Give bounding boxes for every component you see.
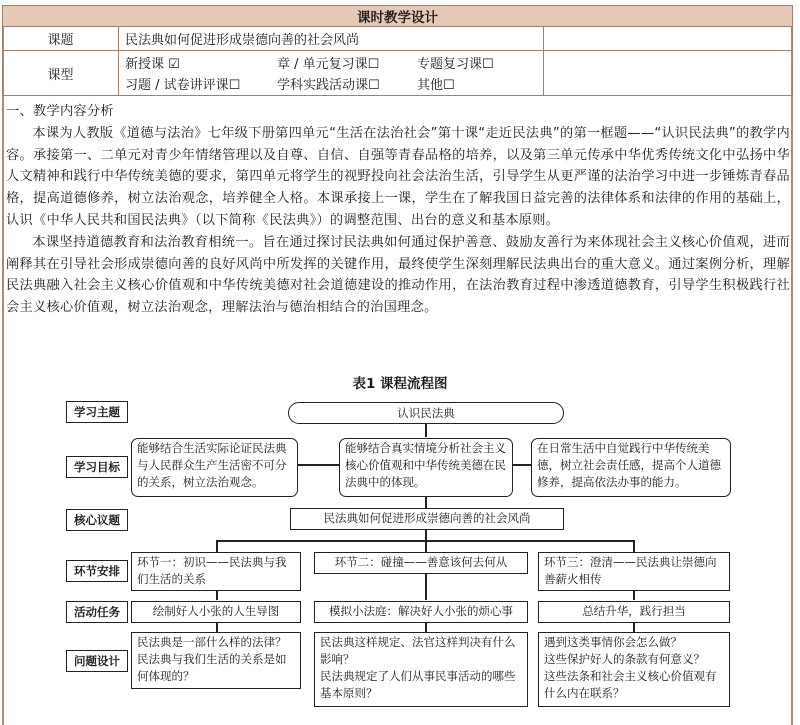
- checkbox-icon[interactable]: ☐: [482, 57, 494, 72]
- task-box: 绘制好人小张的人生导图: [131, 601, 301, 623]
- checkbox-icon[interactable]: ☐: [228, 78, 241, 93]
- section-heading: 一、教学内容分析: [6, 104, 114, 119]
- analysis-paragraph: 本课坚持道德教育和法治教育相统一。旨在通过探讨民法典如何通过保护善意、鼓励友善行为来体现社会主义核心价值观，进而阐释其在引导社会形成崇德向善的良好风尚中所发挥的关键作用，最终使学生深刻理解民法典出台的重大意义。通过案例分析，理解民法典融入社会主义核心价值观和中华传统美德对社会道德建设的推动作用，在法治教育过程中渗透道德教育，引导学生积极践行社会主义核心价值观，树立法治观念，理解法治与德治相结合的治国理念。: [6, 234, 790, 316]
- checkbox-icon[interactable]: ☐: [367, 57, 380, 72]
- checkbox-icon[interactable]: ☐: [443, 78, 455, 93]
- task-box: 模拟小法庭：解决好人小张的烦心事: [314, 601, 528, 623]
- connector-line: [216, 540, 218, 552]
- stage-box: 环节二：碰撞——善意该何去何从: [314, 552, 528, 574]
- connector-line: [512, 464, 532, 466]
- connector-line: [425, 540, 427, 552]
- lesson-meta-table: [2, 5, 793, 96]
- type-label: 课型: [3, 51, 119, 96]
- type-option-new[interactable]: 新授课 ☑: [125, 57, 180, 72]
- goal-box: 在日常生活中自觉践行中华传统美德，树立社会责任感，提高个人道德修养，提高依法办事的能力。: [531, 438, 731, 497]
- type-option-topic-review[interactable]: 专题复习课☐: [417, 57, 494, 72]
- type-option-unit-review[interactable]: 章 / 单元复习课☐: [277, 57, 380, 72]
- analysis-paragraph: 本课为人教版《道德与法治》七年级下册第四单元“生活在法治社会”第十课“走近民法典”的第一框题——“认识民法典”的教学内容。承接第一、二单元对青少年情绪管理以及自尊、自信、自强等青春品格的培养，以及第三单元传承中华优秀传统文化中弘扬中华人文精神和践行中华传统美德的要求，第四单元将学生的视野投向社会法治生活，引导学生从更严谨的法治学习中进一步锤炼青春品格，提高道德修养，树立法治观念，培养健全人格。本课承接上一课，学生在了解我国日益完善的法律体系和法律的作用的基础上，认识《中华人民共和国民法典》（以下简称《民法典》）的调整范围、出台的意义和基本原则。: [6, 125, 791, 228]
- question-box: 遇到这类事情你会怎么做？ 这些保护好人的条款有何意义？ 这些法条和社会主义核心价值观有什么内在联系？: [538, 632, 730, 707]
- core-issue-box: 民法典如何促进形成崇德向善的社会风尚: [290, 508, 564, 530]
- connector-line: [216, 622, 218, 632]
- connector-line: [425, 573, 427, 600]
- stage-box: 环节一：初识——民法典与我们生活的关系: [131, 552, 301, 591]
- question-box: 民法典是一部什么样的法律？ 民法典与我们生活的关系是如何体现的？: [131, 632, 301, 689]
- task-box: 总结升华，践行担当: [538, 601, 730, 623]
- type-option-practice[interactable]: 学科实践活动课☐: [277, 78, 380, 93]
- connector-line: [216, 590, 218, 600]
- connector-line: [633, 540, 635, 552]
- row-label-goals: 学习目标: [66, 456, 128, 478]
- empty-cell: [544, 27, 793, 51]
- row-label-questions: 问题设计: [66, 650, 128, 672]
- goal-box: 能够结合真实情境分析社会主义核心价值观和中华传统美德在民法典中的体现。: [339, 438, 513, 497]
- theme-box: 认识民法典: [288, 402, 564, 424]
- type-option-other[interactable]: 其他☐: [417, 78, 455, 93]
- connector-line: [425, 496, 427, 508]
- stage-box: 环节三：澄清——民法典让崇德向善薪火相传: [538, 552, 730, 591]
- question-box: 民法典这样规定、法官这样判决有什么影响？ 民法典规定了人们从事民事活动的哪些基本原则？: [314, 632, 528, 707]
- type-option-exercise[interactable]: 习题 / 试卷讲评课☐: [125, 78, 241, 93]
- topic-label: 课题: [3, 27, 119, 51]
- goal-box: 能够结合生活实际论证民法典与人民群众生产生活密不可分的关系，树立法治观念。: [131, 438, 298, 497]
- checkbox-checked-icon[interactable]: ☑: [168, 57, 180, 72]
- flowchart-caption: 表1 课程流程图: [352, 376, 448, 392]
- connector-line: [425, 622, 427, 632]
- row-label-theme: 学习主题: [66, 401, 128, 423]
- content-analysis-section: [6, 101, 790, 319]
- row-label-stages: 环节安排: [66, 560, 128, 582]
- type-options: [119, 51, 544, 96]
- empty-cell: [544, 51, 793, 96]
- checkbox-icon[interactable]: ☐: [368, 78, 380, 93]
- connector-line: [633, 590, 635, 600]
- topic-value: 民法典如何促进形成崇德向善的社会风尚: [119, 27, 544, 51]
- table-title: 课时教学设计: [3, 6, 793, 27]
- connector-line: [633, 622, 635, 632]
- connector-line: [297, 464, 339, 466]
- connector-line: [425, 423, 427, 437]
- row-label-core-issue: 核心议题: [66, 509, 128, 531]
- row-label-tasks: 活动任务: [66, 601, 128, 623]
